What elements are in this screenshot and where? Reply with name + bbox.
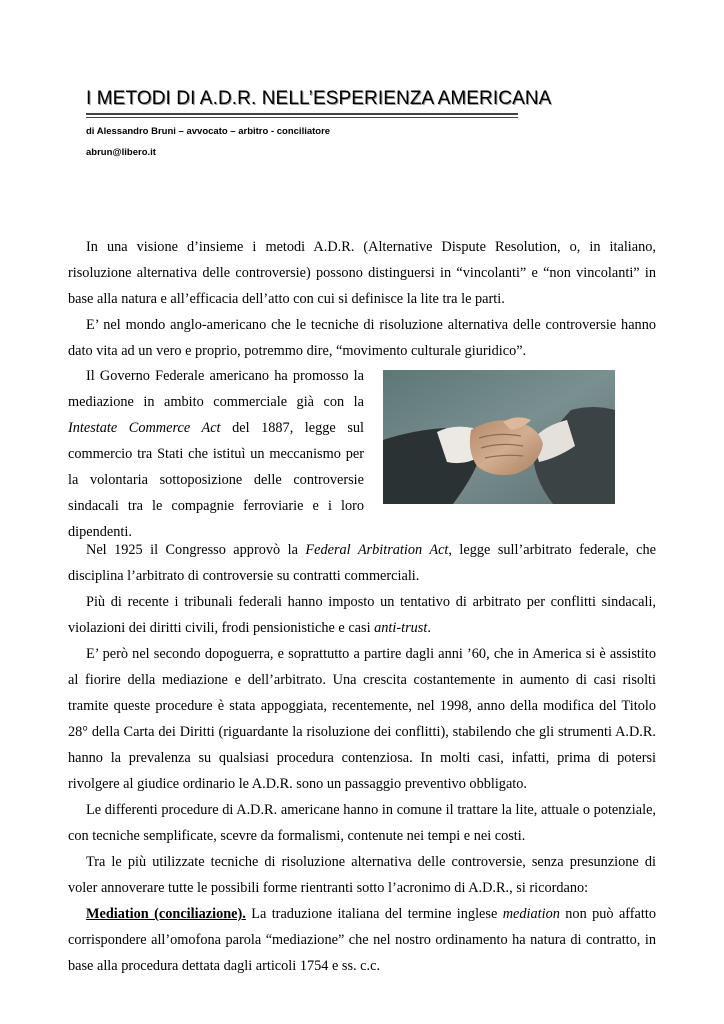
paragraph-4 bbox=[68, 537, 656, 589]
federal-government-block bbox=[68, 363, 364, 545]
handshake-photo bbox=[383, 370, 615, 504]
paragraph-5 bbox=[68, 589, 656, 641]
intestate-commerce-act-ref: Intestate Commerce Act bbox=[68, 420, 221, 436]
paragraph-9-text-b: non può affatto corrispondere all’omofona parola “mediazione” che nel nostro ordinamento ha natura di contratto, in base alla procedura dettata dagli articoli 1754 e ss. c.c. bbox=[68, 906, 656, 974]
paragraph-8: Tra le più utilizzate tecniche di risoluzione alternativa delle controversie, senza presunzione di voler annoverare tutte le possibili forme rientranti sotto l’acronimo di A.D.R., si ricordano: bbox=[68, 854, 656, 896]
paragraph-9-text-a: La traduzione italiana del termine inglese bbox=[245, 906, 503, 922]
paragraph-1: In una visione d’insieme i metodi A.D.R. (Alternative Dispute Resolution, o, in italiano, risoluzione alternativa delle controversie) possono distinguersi in “vincolanti” e “non vincolanti” in base alla natura e all’efficacia dell’atto con cui si definisce la lite tra le parti. bbox=[68, 239, 656, 307]
intro-block bbox=[68, 234, 656, 364]
paragraph-5-text-b: . bbox=[427, 620, 431, 636]
paragraph-4-text-b: , legge sull’arbitrato federale, che disciplina l’arbitrato di controversie su contratti commerciali. bbox=[68, 542, 656, 584]
paragraph-9 bbox=[68, 901, 656, 979]
paragraph-3-text-b: del 1887, legge sul commercio tra Stati che istituì un meccanismo per la volontaria sottoposizione delle controversie sindacali tra le compagnie ferroviarie e i loro dipendenti. bbox=[68, 420, 365, 540]
handshake-illustration bbox=[383, 370, 615, 504]
title-underline-thick bbox=[86, 113, 518, 115]
title-underline-thin bbox=[86, 117, 518, 118]
paragraph-4-text-a: Nel 1925 il Congresso approvò la bbox=[86, 542, 306, 558]
paragraph-3-text-a: Il Governo Federale americano ha promosso la mediazione in ambito commerciale già con la bbox=[68, 368, 364, 410]
federal-arbitration-act-ref: Federal Arbitration Act bbox=[305, 542, 449, 558]
mediation-heading: Mediation (conciliazione). bbox=[86, 906, 246, 922]
document-title: I METODI DI A.D.R. NELL’ESPERIENZA AMERICANA bbox=[86, 88, 552, 109]
paragraph-6: E’ però nel secondo dopoguerra, e soprattutto a partire dagli anni ’60, che in America si è assistito al fiorire della mediazione e dell’arbitrato. Una crescita costantemente in aumento di casi risolti tramite queste procedure è stata appoggiata, recentemente, nel 1998, anno della modifica del Titolo 28° della Carta dei Diritti (riguardante la risoluzione dei conflitti), stabilendo che gli strumenti A.D.R. hanno la prevalenza su qualsiasi procedura contenziosa. In molti casi, infatti, prima di potersi rivolgere al giudice ordinario le A.D.R. sono un passaggio preventivo obbligato. bbox=[68, 646, 656, 792]
author-byline: di Alessandro Bruni – avvocato – arbitro - conciliatore bbox=[86, 126, 331, 137]
author-email: abrun@libero.it bbox=[86, 147, 156, 158]
main-text-block bbox=[68, 537, 656, 979]
paragraph-3 bbox=[68, 363, 364, 545]
anti-trust-term: anti-trust bbox=[374, 620, 428, 636]
paragraph-2: E’ nel mondo anglo-americano che le tecniche di risoluzione alternativa delle controversie hanno dato vita ad un vero e proprio, potremmo dire, “movimento culturale giuridico”. bbox=[68, 317, 656, 359]
mediation-term: mediation bbox=[502, 906, 560, 922]
paragraph-7: Le differenti procedure di A.D.R. americane hanno in comune il trattare la lite, attuale o potenziale, con tecniche semplificate, scevre da formalismi, contenute nei tempi e nei costi. bbox=[68, 802, 656, 844]
paragraph-5-text-a: Più di recente i tribunali federali hanno imposto un tentativo di arbitrato per conflitti sindacali, violazioni dei diritti civili, frodi pensionistiche e casi bbox=[68, 594, 656, 636]
